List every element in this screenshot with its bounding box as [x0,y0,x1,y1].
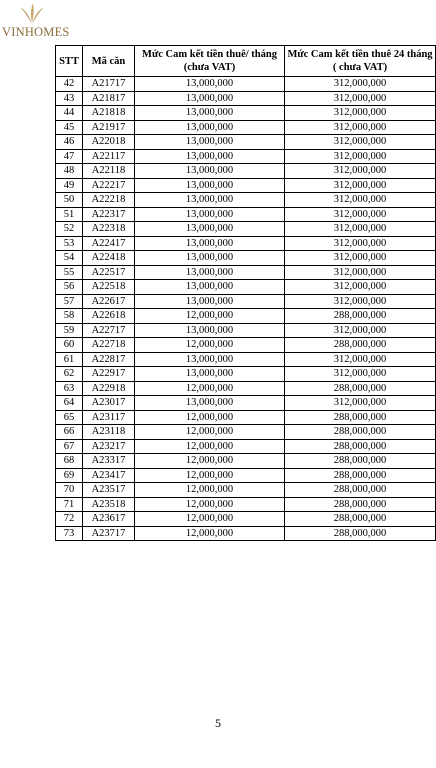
cell-stt: 45 [56,120,83,135]
cell-stt: 63 [56,381,83,396]
table-row [56,512,436,527]
cell-monthly-rent: 12,000,000 [135,454,285,469]
cell-unit-code: A22718 [83,338,135,353]
cell-stt: 48 [56,164,83,179]
cell-24-month-rent: 288,000,000 [285,338,436,353]
cell-24-month-rent: 312,000,000 [285,178,436,193]
cell-stt: 58 [56,309,83,324]
vinhomes-logo [2,2,70,46]
table-header-row [56,46,436,77]
cell-stt: 57 [56,294,83,309]
rental-commitment-table [55,45,436,541]
table-row [56,120,436,135]
cell-24-month-rent: 288,000,000 [285,483,436,498]
cell-24-month-rent: 288,000,000 [285,497,436,512]
table-row [56,381,436,396]
header-monthly-rent: Mức Cam kết tiền thuê/ tháng (chưa VAT) [135,46,285,77]
cell-unit-code: A22417 [83,236,135,251]
table-row [56,164,436,179]
cell-unit-code: A23717 [83,526,135,541]
cell-monthly-rent: 13,000,000 [135,222,285,237]
cell-unit-code: A21818 [83,106,135,121]
cell-24-month-rent: 288,000,000 [285,309,436,324]
cell-24-month-rent: 312,000,000 [285,164,436,179]
table-row [56,178,436,193]
cell-unit-code: A23417 [83,468,135,483]
cell-monthly-rent: 13,000,000 [135,323,285,338]
cell-24-month-rent: 288,000,000 [285,526,436,541]
cell-unit-code: A23317 [83,454,135,469]
table-row [56,483,436,498]
cell-monthly-rent: 13,000,000 [135,135,285,150]
cell-unit-code: A22817 [83,352,135,367]
cell-24-month-rent: 312,000,000 [285,91,436,106]
cell-monthly-rent: 13,000,000 [135,178,285,193]
table-row [56,454,436,469]
table-row [56,236,436,251]
cell-stt: 42 [56,77,83,92]
table-body [56,77,436,541]
cell-stt: 64 [56,396,83,411]
cell-unit-code: A23517 [83,483,135,498]
cell-monthly-rent: 12,000,000 [135,410,285,425]
cell-stt: 71 [56,497,83,512]
cell-24-month-rent: 288,000,000 [285,381,436,396]
cell-unit-code: A23117 [83,410,135,425]
cell-unit-code: A22117 [83,149,135,164]
cell-unit-code: A22318 [83,222,135,237]
cell-unit-code: A22217 [83,178,135,193]
cell-24-month-rent: 312,000,000 [285,207,436,222]
table-row [56,410,436,425]
page-number: 5 [215,716,221,730]
cell-monthly-rent: 12,000,000 [135,483,285,498]
cell-unit-code: A22118 [83,164,135,179]
cell-unit-code: A22618 [83,309,135,324]
cell-monthly-rent: 13,000,000 [135,236,285,251]
cell-stt: 55 [56,265,83,280]
cell-monthly-rent: 13,000,000 [135,106,285,121]
cell-monthly-rent: 13,000,000 [135,193,285,208]
cell-unit-code: A21917 [83,120,135,135]
cell-stt: 61 [56,352,83,367]
cell-monthly-rent: 13,000,000 [135,352,285,367]
cell-unit-code: A23017 [83,396,135,411]
cell-unit-code: A22418 [83,251,135,266]
table-row [56,439,436,454]
table-row [56,396,436,411]
cell-monthly-rent: 12,000,000 [135,512,285,527]
cell-monthly-rent: 12,000,000 [135,439,285,454]
cell-24-month-rent: 288,000,000 [285,468,436,483]
cell-monthly-rent: 13,000,000 [135,207,285,222]
table-row [56,193,436,208]
cell-monthly-rent: 13,000,000 [135,251,285,266]
cell-unit-code: A22717 [83,323,135,338]
cell-stt: 73 [56,526,83,541]
cell-monthly-rent: 13,000,000 [135,396,285,411]
cell-unit-code: A22218 [83,193,135,208]
cell-24-month-rent: 312,000,000 [285,106,436,121]
cell-stt: 72 [56,512,83,527]
cell-stt: 49 [56,178,83,193]
cell-stt: 53 [56,236,83,251]
cell-unit-code: A23118 [83,425,135,440]
table-row [56,526,436,541]
table-row [56,425,436,440]
table-row [56,294,436,309]
table-row [56,309,436,324]
cell-stt: 43 [56,91,83,106]
cell-monthly-rent: 13,000,000 [135,164,285,179]
cell-24-month-rent: 288,000,000 [285,439,436,454]
cell-24-month-rent: 312,000,000 [285,222,436,237]
cell-stt: 62 [56,367,83,382]
cell-monthly-rent: 13,000,000 [135,77,285,92]
table-row [56,265,436,280]
cell-monthly-rent: 12,000,000 [135,497,285,512]
cell-stt: 50 [56,193,83,208]
cell-24-month-rent: 312,000,000 [285,352,436,367]
cell-stt: 70 [56,483,83,498]
cell-24-month-rent: 312,000,000 [285,251,436,266]
table-row [56,135,436,150]
cell-stt: 67 [56,439,83,454]
cell-24-month-rent: 312,000,000 [285,77,436,92]
cell-stt: 52 [56,222,83,237]
cell-monthly-rent: 12,000,000 [135,381,285,396]
table-row [56,323,436,338]
cell-stt: 46 [56,135,83,150]
cell-24-month-rent: 312,000,000 [285,367,436,382]
cell-monthly-rent: 12,000,000 [135,338,285,353]
cell-monthly-rent: 12,000,000 [135,468,285,483]
vinhomes-logo-icon [17,2,47,26]
cell-monthly-rent: 13,000,000 [135,149,285,164]
cell-stt: 54 [56,251,83,266]
header-unit-code: Mã căn [83,46,135,77]
cell-unit-code: A21817 [83,91,135,106]
cell-monthly-rent: 13,000,000 [135,294,285,309]
table-row [56,338,436,353]
cell-monthly-rent: 13,000,000 [135,367,285,382]
cell-monthly-rent: 12,000,000 [135,526,285,541]
cell-unit-code: A22917 [83,367,135,382]
cell-24-month-rent: 312,000,000 [285,149,436,164]
cell-24-month-rent: 288,000,000 [285,410,436,425]
table-row [56,367,436,382]
cell-monthly-rent: 13,000,000 [135,280,285,295]
cell-stt: 47 [56,149,83,164]
header-24-month-rent: Mức Cam kết tiền thuê 24 tháng ( chưa VAT) [285,46,436,77]
table-row [56,468,436,483]
table-row [56,207,436,222]
logo-text: VINHOMES [2,25,70,39]
cell-stt: 69 [56,468,83,483]
cell-24-month-rent: 288,000,000 [285,454,436,469]
cell-24-month-rent: 312,000,000 [285,396,436,411]
cell-stt: 44 [56,106,83,121]
cell-unit-code: A23518 [83,497,135,512]
cell-monthly-rent: 13,000,000 [135,120,285,135]
table-row [56,91,436,106]
cell-24-month-rent: 312,000,000 [285,280,436,295]
cell-24-month-rent: 312,000,000 [285,294,436,309]
table-row [56,77,436,92]
table-row [56,106,436,121]
cell-unit-code: A22517 [83,265,135,280]
cell-unit-code: A22518 [83,280,135,295]
cell-24-month-rent: 312,000,000 [285,323,436,338]
table-row [56,280,436,295]
cell-24-month-rent: 288,000,000 [285,512,436,527]
cell-stt: 51 [56,207,83,222]
cell-24-month-rent: 312,000,000 [285,135,436,150]
cell-stt: 68 [56,454,83,469]
cell-monthly-rent: 12,000,000 [135,309,285,324]
cell-24-month-rent: 288,000,000 [285,425,436,440]
cell-monthly-rent: 13,000,000 [135,265,285,280]
table-row [56,149,436,164]
cell-unit-code: A21717 [83,77,135,92]
table-row [56,497,436,512]
cell-monthly-rent: 13,000,000 [135,91,285,106]
table-row [56,222,436,237]
cell-24-month-rent: 312,000,000 [285,193,436,208]
cell-unit-code: A22918 [83,381,135,396]
cell-stt: 60 [56,338,83,353]
cell-stt: 65 [56,410,83,425]
cell-unit-code: A23217 [83,439,135,454]
table-row [56,251,436,266]
cell-stt: 66 [56,425,83,440]
cell-unit-code: A22317 [83,207,135,222]
cell-24-month-rent: 312,000,000 [285,236,436,251]
header-stt: STT [56,46,83,77]
cell-stt: 56 [56,280,83,295]
cell-unit-code: A23617 [83,512,135,527]
cell-24-month-rent: 312,000,000 [285,120,436,135]
cell-24-month-rent: 312,000,000 [285,265,436,280]
table-row [56,352,436,367]
cell-unit-code: A22617 [83,294,135,309]
cell-stt: 59 [56,323,83,338]
cell-unit-code: A22018 [83,135,135,150]
cell-monthly-rent: 12,000,000 [135,425,285,440]
